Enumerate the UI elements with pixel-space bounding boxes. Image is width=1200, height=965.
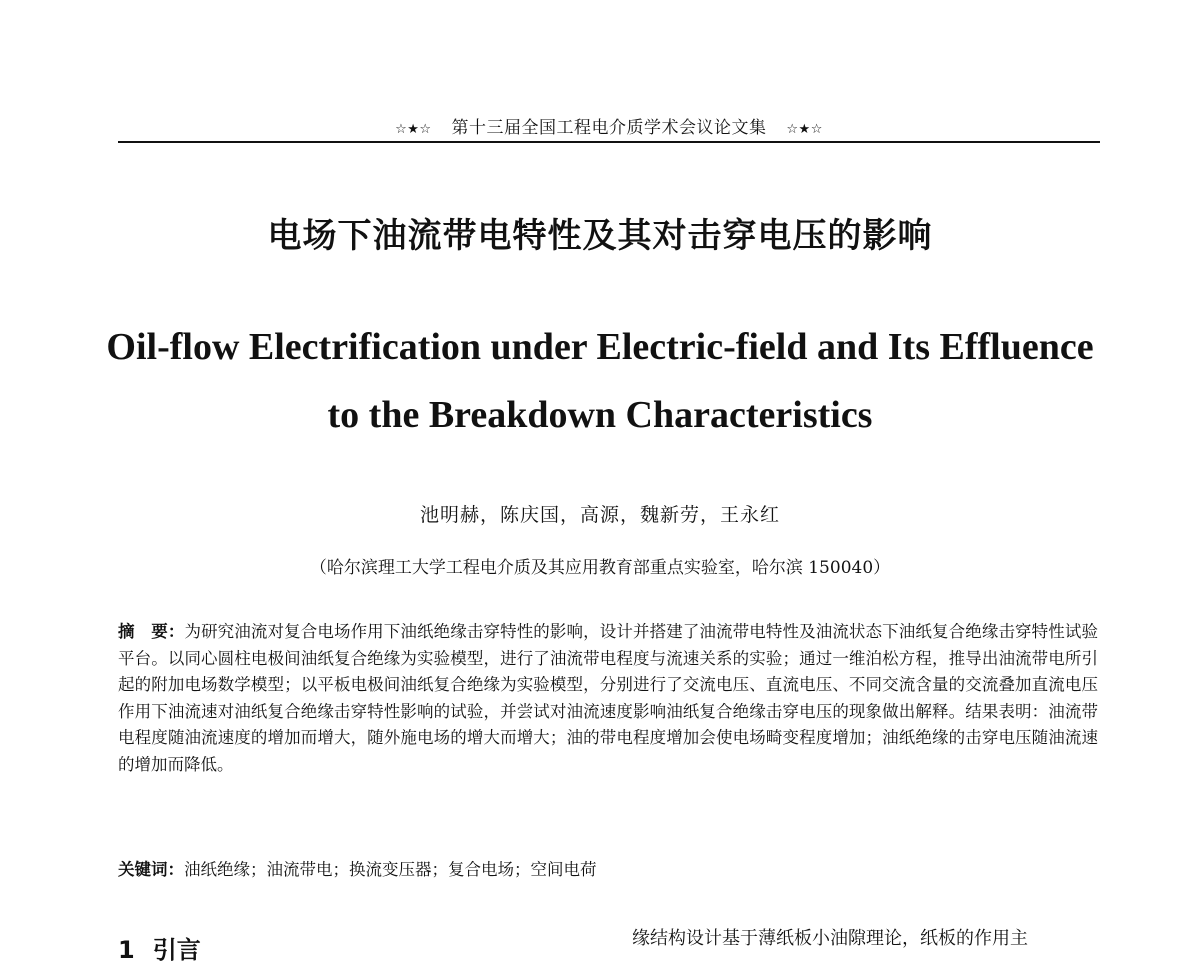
affiliation: （哈尔滨理工大学工程电介质及其应用教育部重点实验室，哈尔滨 150040） bbox=[309, 558, 891, 578]
header-rule bbox=[118, 141, 1100, 143]
section-heading bbox=[118, 930, 201, 965]
abstract-text: 为研究油流对复合电场作用下油纸绝缘击穿特性的影响，设计并搭建了油流带电特性及油流状态下油纸复合绝缘击穿特性试验平台。以同心圆柱电极间油纸复合绝缘为实验模型，进行了油流带电程度与流速关系的实验；通过一维泊松方程，推导出油流带电所引起的附加电场数学模型；以平板电极间油纸复合绝缘为实验模型，分别进行了交流电压、直流电压、不同交流含量的交流叠加直流电压作用下油流速对油纸复合绝缘击穿特性影响的试验，并尝试对油流速度影响油纸复合绝缘击穿电压的现象做出解释。结果表明：油流带电程度随油流速度的增加而增大，随外施电场的增大而增大；油的带电程度增加会使电场畸变程度增加；油纸绝缘的击穿电压随油流速的增加而降低。 bbox=[118, 622, 1099, 774]
keywords-text: 油纸绝缘；油流带电；换流变压器；复合电场；空间电荷 bbox=[184, 860, 597, 879]
author-list: 池明赫，陈庆国，高源，魏新劳，王永红 bbox=[419, 504, 780, 526]
star-decoration-left: ☆★☆ bbox=[395, 122, 432, 137]
paper-title-english-line2: to the Breakdown Characteristics bbox=[327, 394, 873, 436]
keywords-label: 关键词： bbox=[118, 860, 184, 879]
section-title: 引言 bbox=[152, 936, 201, 964]
paper-title-chinese: 电场下油流带电特性及其对击穿电压的影响 bbox=[267, 216, 933, 256]
paper-title-english-line1: Oil-flow Electrification under Electric-field and Its Effluence bbox=[106, 326, 1094, 368]
right-column-text: 缘结构设计基于薄纸板小油隙理论，纸板的作用主 bbox=[632, 928, 1028, 949]
running-header-text: 第十三届全国工程电介质学术会议论文集 bbox=[451, 118, 767, 138]
star-decoration-right: ☆★☆ bbox=[786, 122, 823, 137]
abstract bbox=[118, 619, 1098, 778]
keywords bbox=[118, 857, 1098, 883]
abstract-label: 摘 要： bbox=[118, 622, 185, 641]
running-header bbox=[118, 113, 1100, 138]
section-number: 1 bbox=[118, 936, 135, 964]
